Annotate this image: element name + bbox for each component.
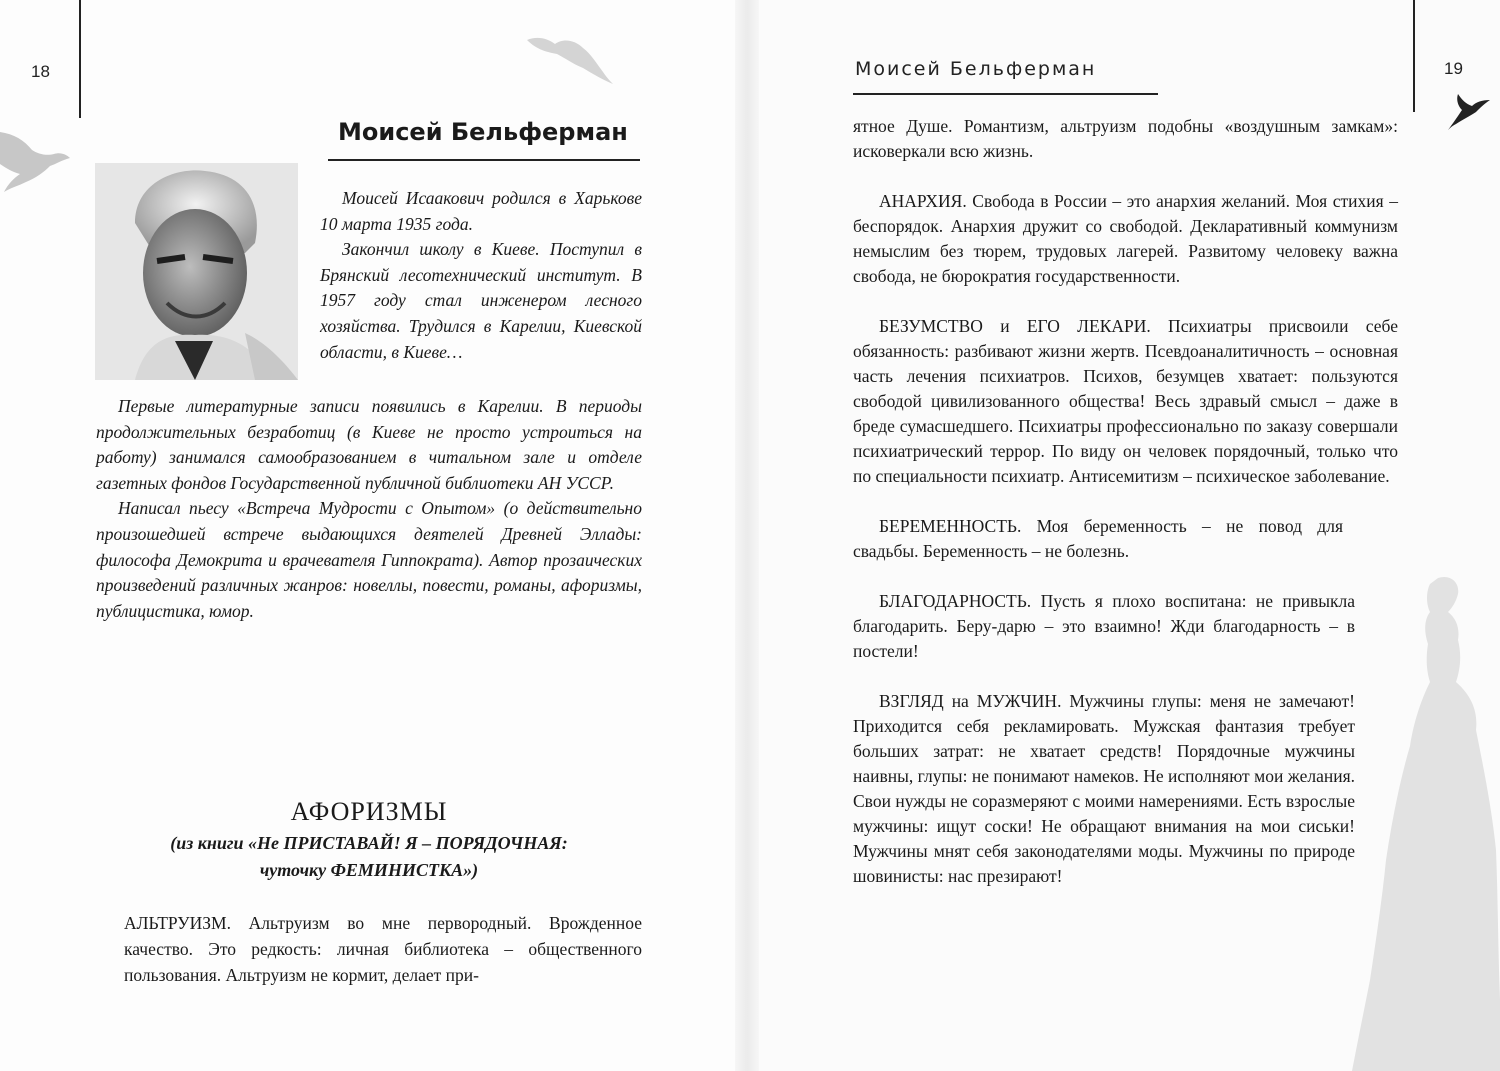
title-underline	[328, 159, 640, 161]
continuation-paragraph: ятное Душе. Романтизм, альтруизм подобны «воздушным замкам»: исковеркали всю жизнь.	[853, 116, 1398, 161]
bio-top	[320, 186, 642, 365]
dove-silhouette-icon	[0, 122, 72, 194]
bio-bottom	[96, 394, 642, 624]
left-page-rule	[79, 0, 81, 118]
bio-paragraph: Первые литературные записи появились в Карелии. В периоды продолжительных безработиц (в Киеве не просто устроиться на работу) занимался самообразованием в читальном зале и отделе газетных фондов Государственной публичной библиотеки АН УССР.	[96, 396, 642, 493]
aphorisms-heading: АФОРИЗМЫ	[290, 797, 448, 826]
page-title: Моисей Бельферман	[338, 118, 628, 146]
running-header: Моисей Бельферман	[855, 58, 1097, 80]
author-portrait-image	[95, 163, 298, 380]
bio-paragraph: Написал пьесу «Встреча Мудрости с Опытом» (о действительно произошедшей встрече выдающихся деятелей Древней Эллады: философа Демокрита и врачевателя Гиппократа). Автор прозаических произведений различных жанров: новеллы, повести, романы, афоризмы, публицистика, юмор.	[96, 498, 642, 621]
aphorism-madness: БЕЗУМСТВО и ЕГО ЛЕКАРИ. Психиатры присвоили себе обязанность: разбивают жизни жертв. Псевдоаналитичность – основная часть лечения психиатров. Психов, безумцев хватает: пользуются свободой цивилизованного общества! Весь здравый смысл – даже в бреде сумасшедшего. Психиатры профессионально по заказу совершали психиатрический террор. По виду он человек порядочный, только что по специальности психиатр. Антисемитизм – психическое заболевание.	[853, 316, 1398, 486]
book-gutter	[735, 0, 759, 1071]
aphorism-view-on-men: ВЗГЛЯД на МУЖЧИН. Мужчины глупы: меня не замечают! Приходится себя рекламировать. Мужская фантазия требует больших затрат: не хватает средств! Порядочные мужчины наивны, глупы: не понимают намеков. Не исполняют мои желания. Свои нужды не соразмеряют с моими намерениями. Есть взрослые мужчины: ищут соски! Не обращают внимания на мои сиськи! Мужчины мнят себя законодателями моды. Мужчины по природе шовинисты: нас презирают!	[853, 691, 1355, 886]
dove-silhouette-top-icon	[525, 28, 615, 86]
running-header-rule	[853, 93, 1158, 95]
page-number-right: 19	[1444, 59, 1463, 78]
author-portrait	[95, 163, 298, 380]
aphorism-gratitude: БЛАГОДАРНОСТЬ. Пусть я плохо воспитана: не привыкла благодарить. Беру-дарю – это взаимно! Жди благодарность – в постели!	[853, 591, 1355, 661]
aphorisms-subtitle	[96, 830, 642, 884]
bio-paragraph: Закончил школу в Киеве. Поступил в Брянский лесотехнический институт. В 1957 году стал инженером лесного хозяйства. Трудился в Карелии, Киевской области, в Киеве…	[320, 239, 642, 362]
bio-paragraph: Моисей Исаакович родился в Харькове 10 марта 1935 года.	[320, 188, 642, 234]
aphorism-paragraph: АЛЬТРУИЗМ. Альтруизм во мне первородный. Врожденное качество. Это редкость: личная библиотека – общественного пользования. Альтруизм не кормит, делает при-	[124, 913, 642, 985]
page-number-left: 18	[31, 62, 50, 81]
bird-flying-icon	[1444, 92, 1492, 132]
aphorism-pregnancy: БЕРЕМЕННОСТЬ. Моя беременность – не повод для свадьбы. Беременность – не болезнь.	[853, 516, 1343, 561]
aphorism-anarchy: АНАРХИЯ. Свобода в России – это анархия желаний. Моя стихия – беспорядок. Анархия дружит со свободой. Декларативный коммунизм немыслим без тюрем, трудовых лагерей. Развитому человеку важна свобода, не бюрократия государственности.	[853, 191, 1398, 286]
aphorisms-subtitle-line: (из книги «Не ПРИСТАВАЙ! Я – ПОРЯДОЧНАЯ:	[170, 833, 568, 853]
right-page-rule	[1413, 0, 1415, 112]
aphorisms-subtitle-line: чуточку ФЕМИНИСТКА»)	[259, 860, 479, 880]
right-page-text	[853, 114, 1398, 889]
aphorism-altruism	[124, 910, 642, 988]
